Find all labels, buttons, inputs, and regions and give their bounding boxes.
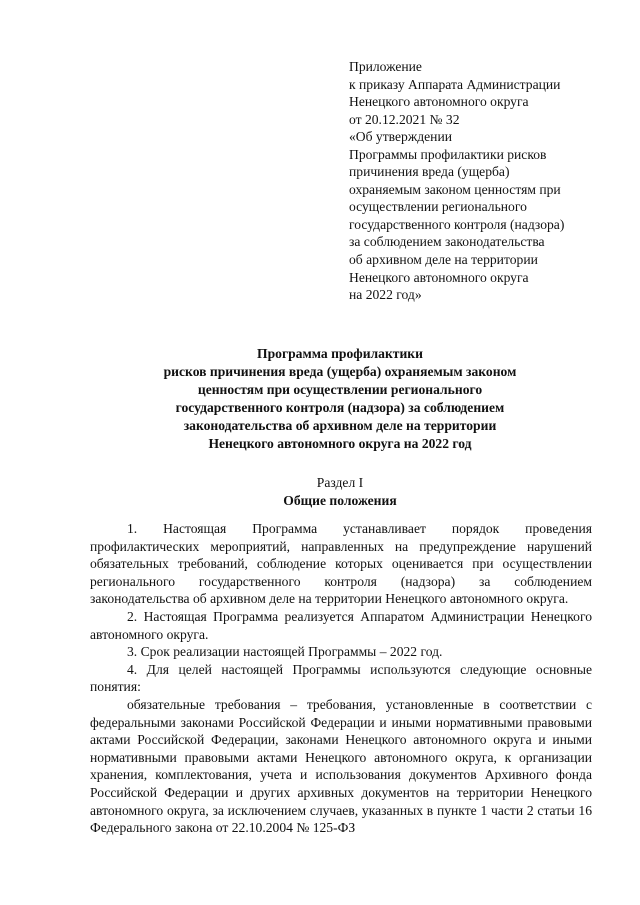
appendix-line: к приказу Аппарата Администрации <box>349 76 561 92</box>
appendix-line: причинения вреда (ущерба) <box>349 164 510 180</box>
appendix-line: об архивном деле на территории <box>349 252 538 268</box>
section-body <box>90 520 592 837</box>
paragraph-item-4: 4. Для целей настоящей Программы используются следующие основные понятия: <box>90 661 592 695</box>
paragraph-item-3: 3. Срок реализации настоящей Программы – 2022 год. <box>127 644 443 660</box>
appendix-line: на 2022 год» <box>349 287 422 303</box>
title-line: государственного контроля (надзора) за соблюдением <box>175 400 505 415</box>
appendix-line: Ненецкого автономного округа <box>349 269 529 285</box>
definition-paragraph: обязательные требования – требования, установленные в соответствии с федеральными законами Российской Федерации и иными нормативными правовыми актами Российской Федерации, законами Ненецкого автономного округа и иными нормативными правовыми актами Ненецкого автономного округа, к организации хранения, комплектования, учета и использования документов Архивного фонда Российской Федерации и других архивных документов на территории Ненецкого автономного округа, за исключением случаев, указанных в пункте 1 части 2 статьи 16 Федерального закона от 22.10.2004 № 125-ФЗ <box>90 696 592 836</box>
appendix-line: Программы профилактики рисков <box>349 146 547 162</box>
title-line: ценностям при осуществлении регионального <box>197 382 483 397</box>
title-line: Ненецкого автономного округа на 2022 год <box>208 436 472 451</box>
title-line: рисков причинения вреда (ущерба) охраняемым законом <box>163 364 517 379</box>
appendix-line: осуществлении регионального <box>349 199 527 215</box>
section-name: Общие положения <box>283 493 397 508</box>
document-title <box>100 345 580 453</box>
section-number: Раздел I <box>316 475 364 490</box>
appendix-line: «Об утверждении <box>349 129 453 145</box>
appendix-line: охраняемым законом ценностям при <box>349 181 561 197</box>
title-line: Программа профилактики <box>257 346 423 361</box>
appendix-block <box>349 58 619 304</box>
section-heading <box>100 474 580 510</box>
appendix-line: за соблюдением законодательства <box>349 234 545 250</box>
appendix-line: Приложение <box>349 59 422 74</box>
paragraph-item-2: 2. Настоящая Программа реализуется Аппаратом Администрации Ненецкого автономного округа. <box>90 608 592 642</box>
paragraph-item-1: 1. Настоящая Программа устанавливает порядок проведения профилактических мероприятий, направленных на предупреждение нарушений обязательных требований, соблюдение которых оценивается при осуществлении регионального государственного контроля (надзора) за соблюдением законодательства об архивном деле на территории Ненецкого автономного округа. <box>90 521 592 607</box>
appendix-line: Ненецкого автономного округа <box>349 94 529 110</box>
appendix-line: от 20.12.2021 № 32 <box>349 111 460 127</box>
title-line: законодательства об архивном деле на территории <box>183 418 497 433</box>
appendix-line: государственного контроля (надзора) <box>349 216 565 232</box>
